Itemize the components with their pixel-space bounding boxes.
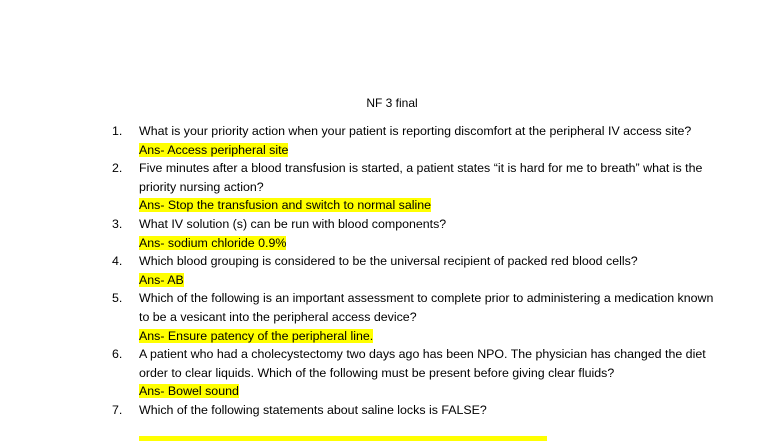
question-text: What IV solution (s) can be run with blood components? <box>139 216 447 231</box>
question-text: Which of the following statements about saline locks is FALSE? <box>139 402 487 417</box>
question-text: What is your priority action when your patient is reporting discomfort at the peripheral IV access site? <box>139 124 692 138</box>
question-text: A patient who had a cholecystectomy two days ago has been NPO. The physician has changed the diet order to clear liquids. Which of the following must be present before giving clear fluids? <box>139 347 706 380</box>
question-number: 4. <box>112 254 123 269</box>
question-item-3 <box>112 215 722 252</box>
answer-highlight: Ans- Stop the transfusion and switch to normal saline <box>139 198 432 213</box>
question-item-4 <box>112 252 722 289</box>
question-text: Which of the following is an important assessment to complete prior to administering a medication known to be a vesicant into the peripheral access device? <box>139 291 714 324</box>
question-item-1 <box>112 122 722 159</box>
document-title: NF 3 final <box>366 96 418 110</box>
answer-highlight: Ans- Access peripheral site <box>139 142 289 157</box>
question-number: 5. <box>112 291 123 306</box>
question-number: 1. <box>112 124 123 138</box>
question-item-7 <box>112 401 722 420</box>
answer-highlight: Ans- AB <box>139 272 184 287</box>
answer-highlight: Ans- sodium chloride 0.9% <box>139 235 287 250</box>
question-number: 7. <box>112 402 123 417</box>
question-list <box>112 122 722 420</box>
question-text: Five minutes after a blood transfusion is started, a patient states “it is hard for me to breath” what is the priority nursing action? <box>139 161 703 194</box>
question-item-5 <box>112 289 722 345</box>
answer-highlight-cutoff <box>139 436 547 441</box>
question-item-2 <box>112 159 722 215</box>
question-number: 6. <box>112 347 123 362</box>
question-text: Which blood grouping is considered to be the universal recipient of packed red blood cells? <box>139 254 638 269</box>
question-number: 2. <box>112 161 123 176</box>
question-number: 3. <box>112 216 123 231</box>
question-item-6 <box>112 345 722 401</box>
answer-highlight: Ans- Bowel sound <box>139 384 239 399</box>
answer-highlight: Ans- Ensure patency of the peripheral line. <box>139 328 374 343</box>
